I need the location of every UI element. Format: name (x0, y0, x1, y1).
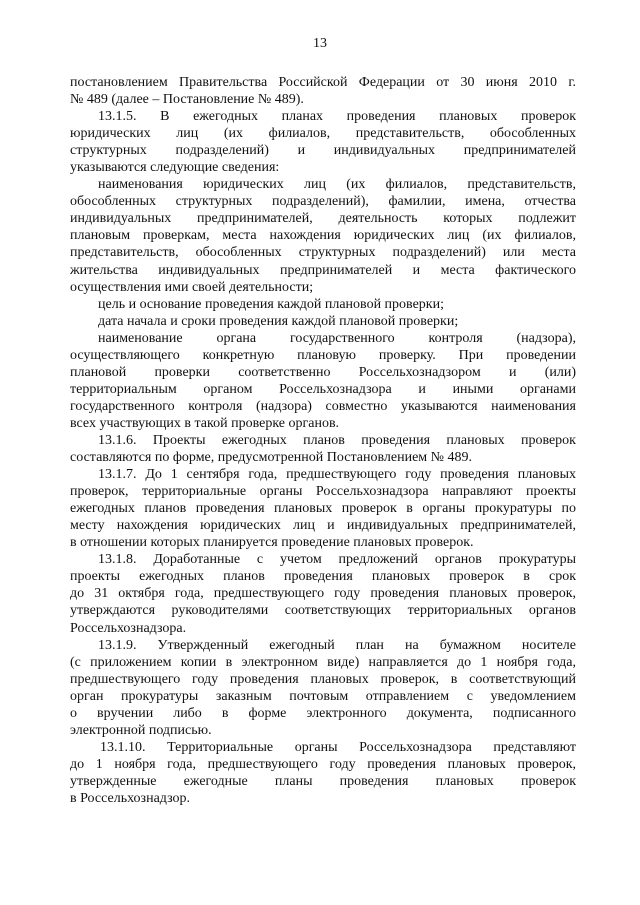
text-line: представительств, обособленных структурных подразделений) или места (70, 245, 576, 261)
text-line: в отношении которых планируется проведение плановых проверок. (70, 535, 474, 551)
text-line: постановлением Правительства Российской Федерации от 30 июня 2010 г. (70, 75, 576, 90)
document-body (70, 74, 576, 807)
text-line: жительства индивидуальных предпринимателей и места фактического (70, 262, 576, 278)
text-line: месту нахождения юридических лиц и индивидуальных предпринимателей, (70, 518, 576, 534)
text-line: 13.1.7. До 1 сентября года, предшествующего году проведения плановых (98, 467, 576, 483)
text-line: утвержденные ежегодные планы проведения плановых проверок (70, 773, 576, 789)
text-line: плановой проверки соответственно Россельхознадзором и (или) (70, 364, 576, 380)
text-line: № 489 (далее – Постановление № 489). (70, 92, 304, 108)
text-line: до 31 октября года, предшествующего году проведения плановых проверок, (70, 586, 576, 602)
text-line: проверок, территориальные органы Россельхознадзора направляют проекты (70, 484, 576, 500)
text-line: индивидуальных предпринимателей, деятельность которых подлежит (70, 211, 576, 227)
text-line: осуществления ими своей деятельности; (70, 279, 314, 295)
text-line: всех участвующих в такой проверке органов. (70, 415, 340, 431)
text-line: электронной подписью. (70, 722, 212, 738)
page-number: 13 (313, 36, 327, 51)
text-line: орган прокуратуры заказным почтовым отправлением с уведомлением (70, 688, 576, 704)
text-line: ежегодных планов проведения плановых проверок в органы прокуратуры по (70, 501, 576, 517)
text-line: осуществляющего конкретную плановую проверку. При проведении (70, 347, 576, 363)
text-line: структурных подразделений) и индивидуальных предпринимателей (70, 143, 576, 159)
text-line: 13.1.8. Доработанные с учетом предложений органов прокуратуры (98, 552, 576, 568)
text-line: цель и основание проведения каждой плановой проверки; (98, 296, 444, 312)
text-line: 13.1.10. Территориальные органы Россельхознадзора представляют (100, 739, 576, 755)
text-line: в Россельхознадзор. (70, 790, 191, 806)
text-line: государственного контроля (надзора) совместно указываются наименования (70, 398, 576, 414)
text-line: обособленных структурных подразделений), фамилии, имена, отчества (70, 194, 576, 210)
text-line: территориальным органом Россельхознадзора и иными органами (70, 381, 576, 397)
text-line: до 1 ноября года, предшествующего году проведения плановых проверок, (70, 756, 576, 772)
text-line: проекты ежегодных планов проведения плановых проверок в срок (70, 569, 576, 585)
text-line: Россельхознадзора. (70, 620, 187, 636)
text-line: юридических лиц (их филиалов, представительств, обособленных (70, 126, 576, 142)
text-line: составляются по форме, предусмотренной Постановлением № 489. (70, 450, 472, 466)
text-line: 13.1.5. В ежегодных планах проведения плановых проверок (98, 109, 576, 125)
text-line: указываются следующие сведения: (70, 160, 280, 176)
text-line: (с приложением копии в электронном виде) направляется до 1 ноября года, (70, 654, 576, 670)
text-line: о вручении либо в форме электронного документа, подписанного (70, 705, 576, 721)
text-line: предшествующего году проведения плановых проверок, в соответствующий (70, 671, 576, 687)
text-line: дата начала и сроки проведения каждой плановой проверки; (98, 313, 459, 329)
text-line: утверждаются руководителями соответствующих территориальных органов (70, 603, 576, 619)
text-line: наименования юридических лиц (их филиалов, представительств, (98, 177, 576, 193)
text-line: плановым проверкам, места нахождения юридических лиц (их филиалов, (70, 228, 576, 244)
text-line: наименование органа государственного контроля (надзора), (98, 330, 576, 346)
text-line: 13.1.6. Проекты ежегодных планов проведения плановых проверок (98, 432, 576, 448)
text-line: 13.1.9. Утвержденный ежегодный план на бумажном носителе (98, 637, 576, 653)
